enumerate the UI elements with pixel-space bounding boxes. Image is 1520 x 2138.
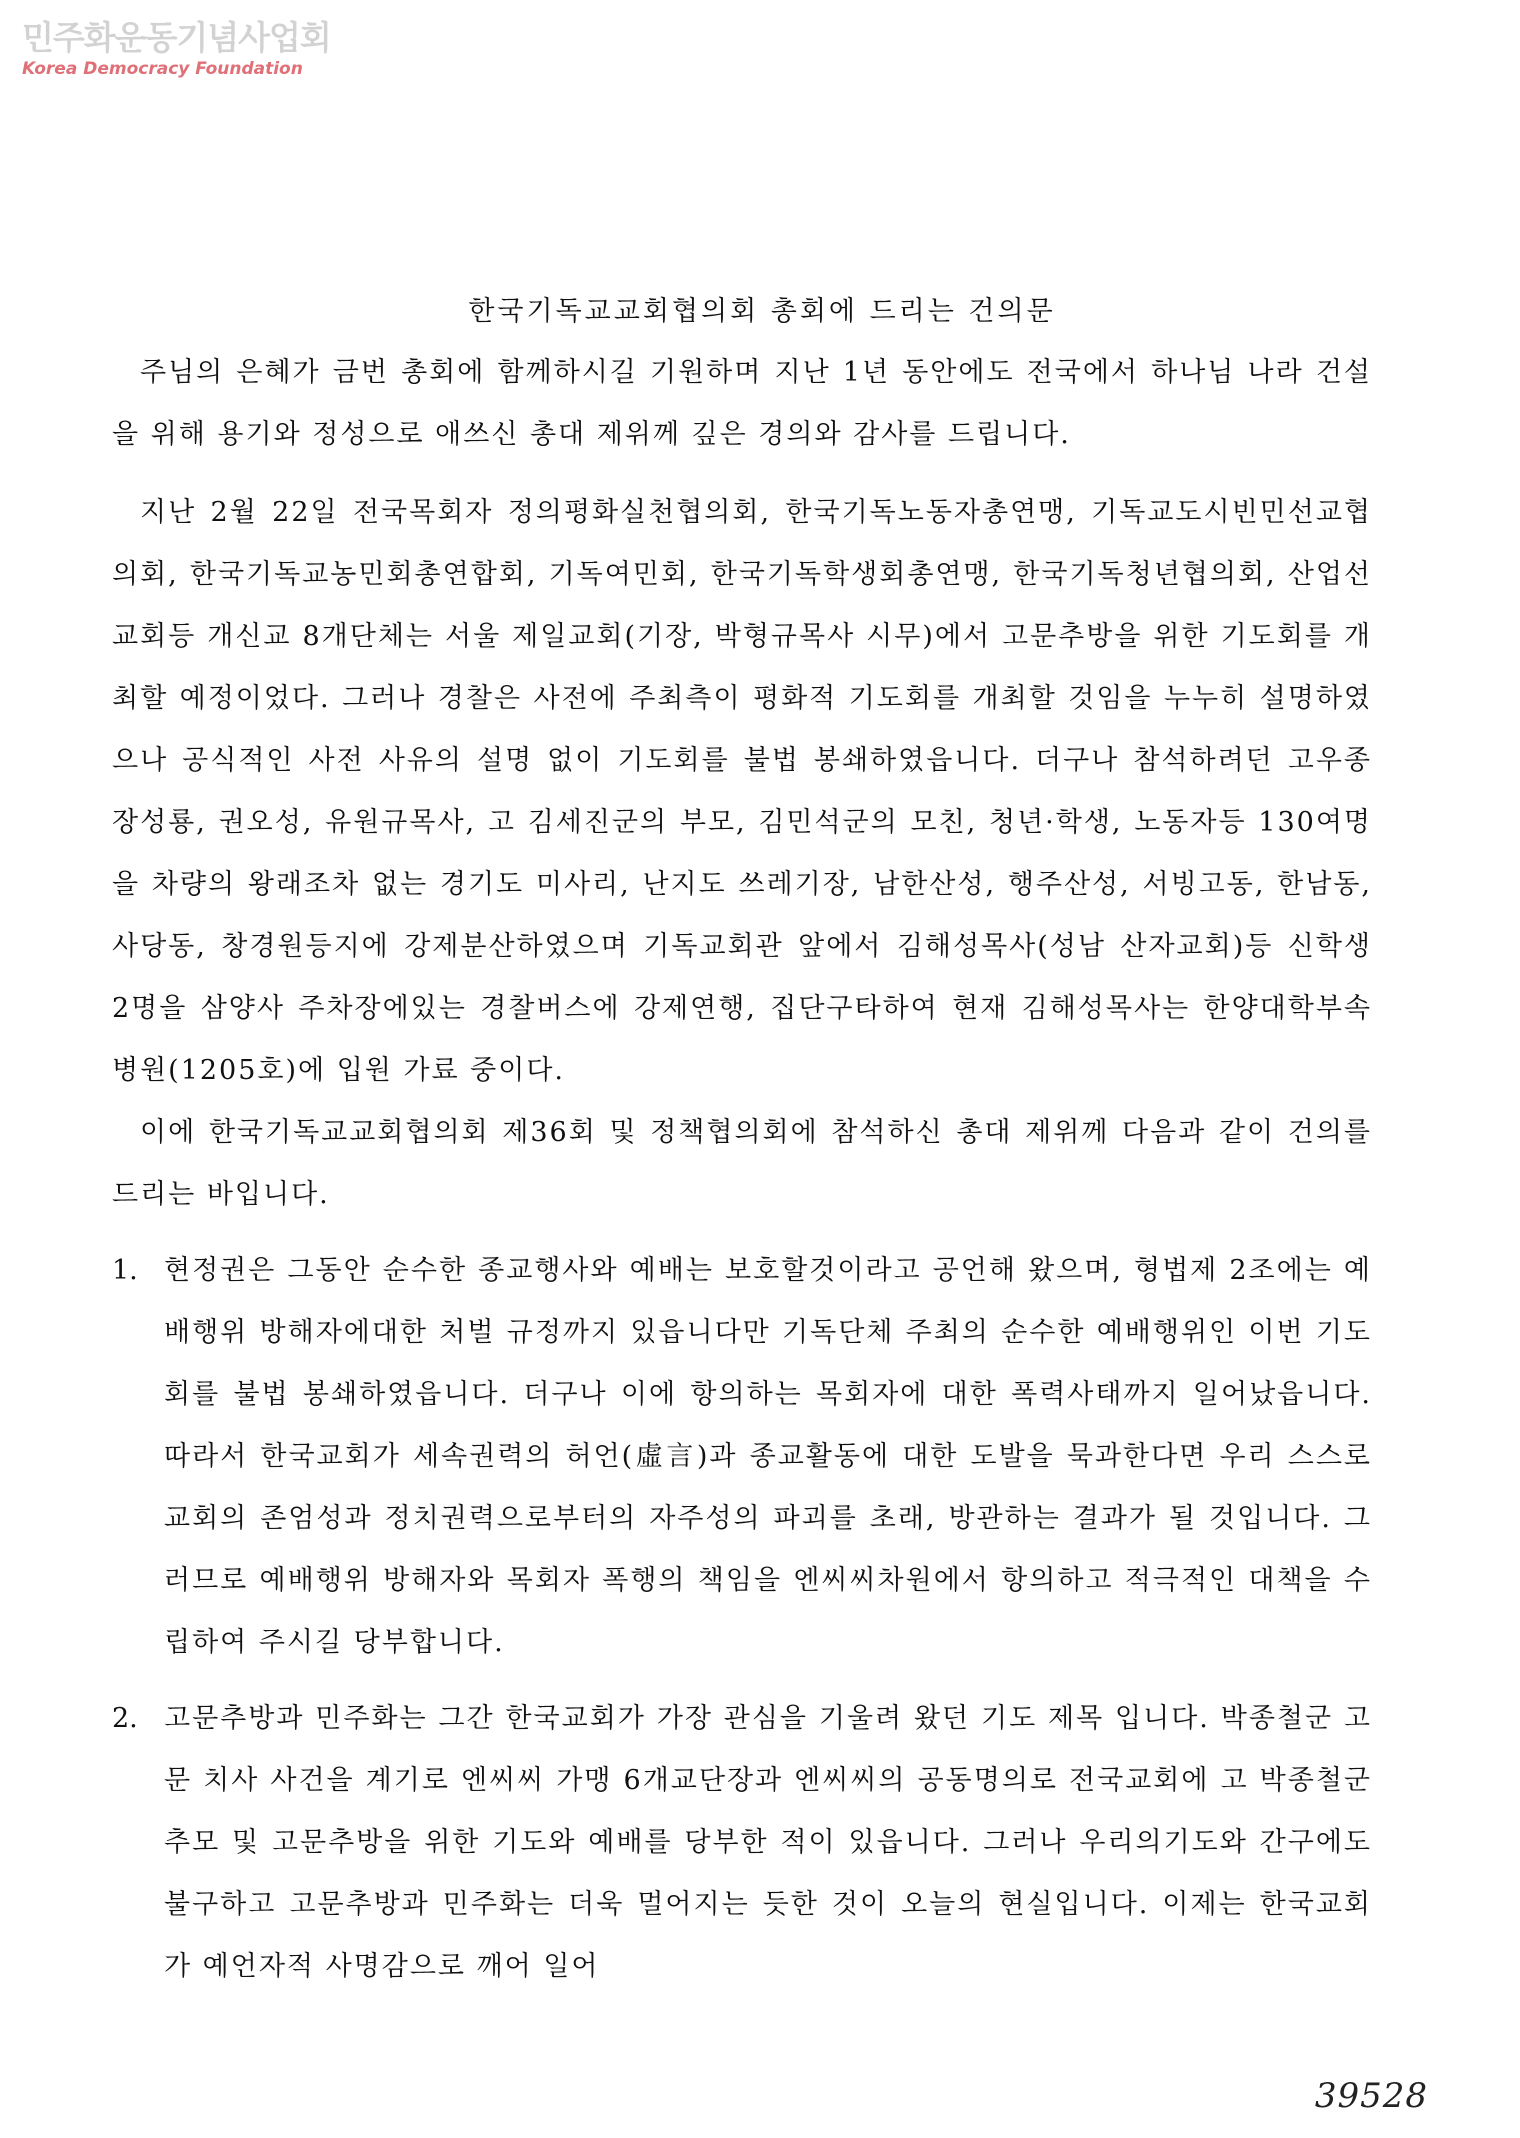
watermark-logo xyxy=(22,18,331,79)
handwritten-page-number: 39528 xyxy=(1314,2076,1428,2116)
proposal-item-number: 1. xyxy=(112,1255,138,1286)
intro-paragraph: 주님의 은혜가 금번 총회에 함께하시길 기원하며 지난 1년 동안에도 전국에서 하나님 나라 건설을 위해 용기와 정성으로 애쓰신 총대 제위께 깊은 경의와 감사를 드립니다. xyxy=(112,357,1372,450)
document-title: 한국기독교교회협의회 총회에 드리는 건의문 xyxy=(468,296,1056,327)
proposal-item-number: 2. xyxy=(112,1703,138,1734)
proposal-item xyxy=(112,1688,1372,1998)
proposal-item-text: 고문추방과 민주화는 그간 한국교회가 가장 관심을 기울려 왔던 기도 제목 입니다. 박종철군 고문 치사 사건을 계기로 엔씨씨 가맹 6개교단장과 엔씨씨의 공동명의로 전국교회에 고 박종철군 추모 및 고문추방을 위한 기도와 예배를 당부한 적이 있읍니다. 그러나 우리의기도와 간구에도 불구하고 고문추방과 민주화는 더욱 멀어지는 듯한 것이 오늘의 현실입니다. 이제는 한국교회가 예언자적 사명감으로 깨어 일어 xyxy=(164,1703,1372,1982)
proposal-item xyxy=(112,1240,1372,1674)
document-body xyxy=(112,292,1372,1998)
proposal-intro-paragraph: 이에 한국기독교교회협의회 제36회 및 정책협의회에 참석하신 총대 제위께 다음과 같이 건의를 드리는 바입니다. xyxy=(112,1117,1372,1210)
watermark-org-english: Korea Democracy Foundation xyxy=(22,59,303,79)
proposal-item-text: 현정권은 그동안 순수한 종교행사와 예배는 보호할것이라고 공언해 왔으며, 형법제 2조에는 예배행위 방해자에대한 처벌 규정까지 있읍니다만 기독단체 주최의 순수한 예배행위인 이번 기도회를 불법 봉쇄하였읍니다. 더구나 이에 항의하는 목회자에 대한 폭력사태까지 일어났읍니다. 따라서 한국교회가 세속권력의 허언(虛言)과 종교활동에 대한 도발을 묵과한다면 우리 스스로 교회의 존엄성과 정치권력으로부터의 자주성의 파괴를 초래, 방관하는 결과가 될 것입니다. 그러므로 예배행위 방해자와 목회자 폭행의 책임을 엔씨씨차원에서 항의하고 적극적인 대책을 수립하여 주시길 당부합니다. xyxy=(164,1255,1372,1658)
incident-paragraph: 지난 2월 22일 전국목회자 정의평화실천협의회, 한국기독노동자총연맹, 기독교도시빈민선교협의회, 한국기독교농민회총연합회, 기독여민회, 한국기독학생회총연맹, 한국기독청년협의회, 산업선교회등 개신교 8개단체는 서울 제일교회(기장, 박형규목사 시무)에서 고문추방을 위한 기도회를 개최할 예정이었다. 그러나 경찰은 사전에 주최측이 평화적 기도회를 개최할 것임을 누누히 설명하였으나 공식적인 사전 사유의 설명 없이 기도회를 불법 봉쇄하였읍니다. 더구나 참석하려던 고우종 장성룡, 권오성, 유원규목사, 고 김세진군의 부모, 김민석군의 모친, 청년·학생, 노동자등 130여명을 차량의 왕래조차 없는 경기도 미사리, 난지도 쓰레기장, 남한산성, 행주산성, 서빙고동, 한남동, 사당동, 창경원등지에 강제분산하였으며 기독교회관 앞에서 김해성목사(성남 산자교회)등 신학생 2명을 삼양사 주차장에있는 경찰버스에 강제연행, 집단구타하여 현재 김해성목사는 한양대학부속병원(1205호)에 입원 가료 중이다. xyxy=(112,497,1372,1086)
watermark-org-korean: 민주화운동기념사업회 xyxy=(22,18,331,57)
